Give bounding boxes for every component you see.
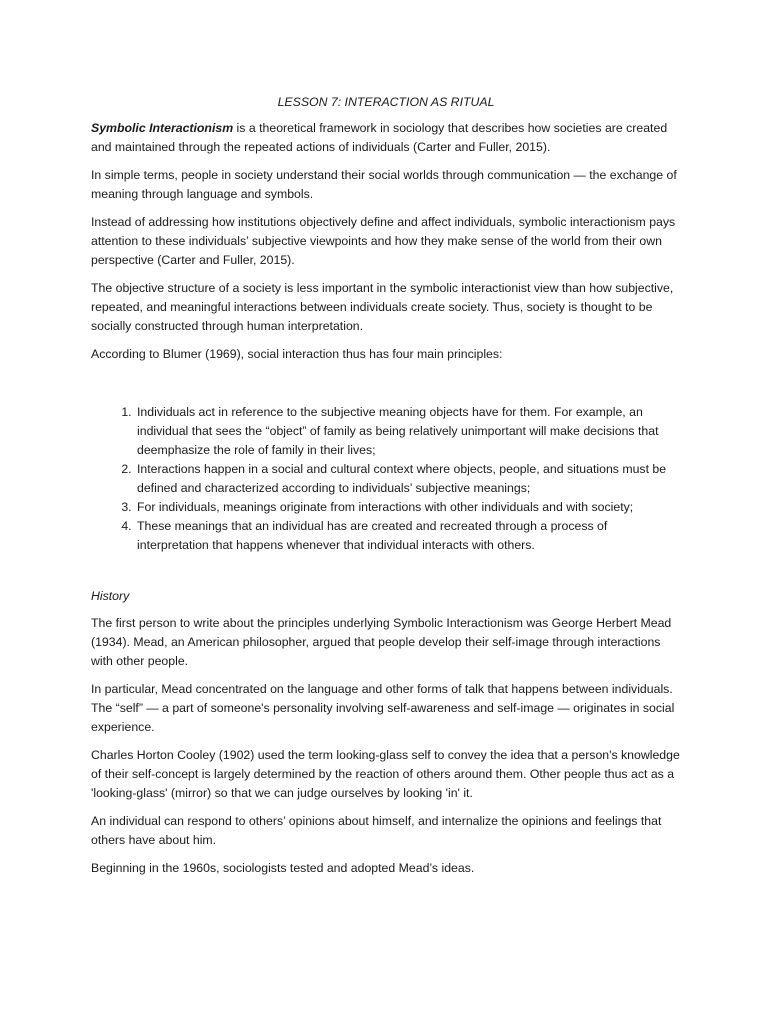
list-item: 4. These meanings that an individual has are created and recreated through a process of interpretation that happens whenever that individual interacts with others. xyxy=(135,517,681,555)
paragraph-individual-response: An individual can respond to others’ opinions about himself, and internalize the opinions and feelings that others have about him. xyxy=(91,814,662,847)
document-body xyxy=(91,93,681,887)
list-item: 2. Interactions happen in a social and cultural context where objects, people, and situations must be defined and characterized according to individuals’ subjective meanings; xyxy=(135,460,681,498)
intro-term: Symbolic Interactionism xyxy=(91,121,234,135)
paragraph-objective-structure: The objective structure of a society is less important in the symbolic interactionist view than how subjective, repeated, and meaningful interactions between individuals create society. Thus, society is thought to be socially constructed through human interpretation. xyxy=(91,281,674,333)
lesson-title: LESSON 7: INTERACTION AS RITUAL xyxy=(277,95,495,109)
paragraph-1960s: Beginning in the 1960s, sociologists tested and adopted Mead’s ideas. xyxy=(91,861,475,875)
list-item: 1. Individuals act in reference to the subjective meaning objects have for them. For example, an individual that sees the “object” of family as being relatively unimportant will make decisions that deemphasize the role of family in their lives; xyxy=(135,403,681,460)
intro-text: is a theoretical framework in sociology that describes how societies are created and maintained through the repeated actions of individuals (Carter and Fuller, 2015). xyxy=(91,121,668,154)
paragraph-institutions: Instead of addressing how institutions objectively define and affect individuals, symbolic interactionism pays attention to these individuals’ subjective viewpoints and how they make sense of the world from their own perspective (Carter and Fuller, 2015). xyxy=(91,215,676,267)
intro-paragraph xyxy=(91,119,681,157)
list-item: 3. For individuals, meanings originate from interactions with other individuals and with society; xyxy=(135,498,681,517)
paragraph-mead: The first person to write about the principles underlying Symbolic Interactionism was George Herbert Mead (1934). Mead, an American philosopher, argued that people develop their self-image through interactions with other people. xyxy=(91,616,672,668)
principles-list xyxy=(91,403,681,555)
history-heading: History xyxy=(91,589,130,603)
paragraph-simple-terms: In simple terms, people in society understand their social worlds through communication — the exchange of meaning through language and symbols. xyxy=(91,168,677,201)
paragraph-mead-language: In particular, Mead concentrated on the language and other forms of talk that happens between individuals. The “self” — a part of someone's personality involving self-awareness and self-image — originates in social experience. xyxy=(91,682,675,734)
paragraph-blumer: According to Blumer (1969), social interaction thus has four main principles: xyxy=(91,347,503,361)
paragraph-cooley: Charles Horton Cooley (1902) used the term looking-glass self to convey the idea that a person's knowledge of their self-concept is largely determined by the reaction of others around them. Other people thus act as a 'looking-glass' (mirror) so that we can judge ourselves by looking 'in' it. xyxy=(91,748,680,800)
